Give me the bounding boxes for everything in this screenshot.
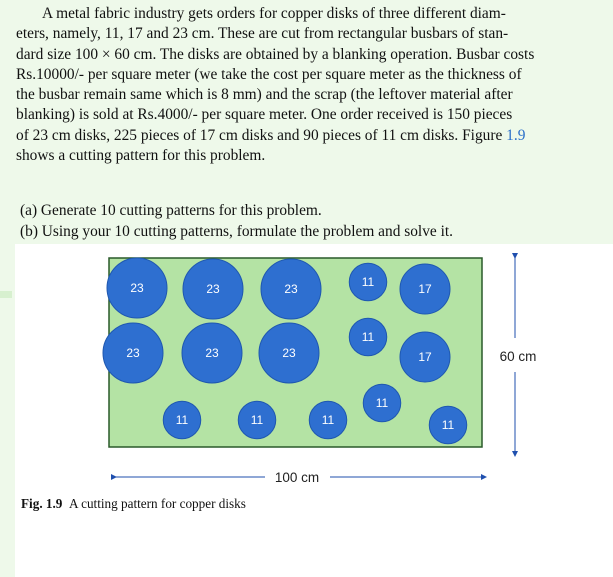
disk-23cm <box>107 258 167 318</box>
disk-23cm <box>182 323 242 383</box>
disk-label: 23 <box>130 281 144 295</box>
disk-17cm <box>400 332 450 382</box>
disk-label: 23 <box>282 346 296 360</box>
disk-11cm <box>349 318 387 356</box>
disk-23cm <box>261 259 321 319</box>
disk-label: 23 <box>206 282 220 296</box>
problem-line: dard size 100 × 60 cm. The disks are obtained by a blanking operation. Busbar costs <box>16 45 535 63</box>
caption-label: Fig. 1.9 <box>21 496 63 511</box>
disk-label: 11 <box>361 275 375 289</box>
disk-11cm <box>309 401 347 439</box>
problem-line: A metal fabric industry gets orders for copper disks of three different diam- <box>42 5 506 22</box>
disk-17cm <box>400 264 450 314</box>
figure-reference-link[interactable]: 1.9 <box>506 126 526 144</box>
problem-line: Rs.10000/- per square meter (we take the cost per square meter as the thickness of <box>16 65 522 83</box>
width-label: 100 cm <box>274 470 320 485</box>
disk-label: 17 <box>418 282 432 296</box>
disk-11cm <box>349 263 387 301</box>
disk-label: 23 <box>284 282 298 296</box>
disk-23cm <box>183 259 243 319</box>
disk-label: 11 <box>361 330 375 344</box>
disk-11cm <box>238 401 276 439</box>
problem-line: eters, namely, 11, 17 and 23 cm. These are cut from rectangular busbars of stan- <box>16 25 509 43</box>
disk-label: 23 <box>126 346 140 360</box>
disk-label: 11 <box>250 413 264 427</box>
disk-label: 11 <box>441 418 455 432</box>
caption-text: A cutting pattern for copper disks <box>69 496 246 511</box>
disk-label: 11 <box>321 413 335 427</box>
part-a: (a) Generate 10 cutting patterns for this problem. <box>20 202 322 219</box>
part-b: (b) Using your 10 cutting patterns, formulate the problem and solve it. <box>20 222 453 240</box>
disk-label: 17 <box>418 350 432 364</box>
disk-label: 11 <box>375 396 389 410</box>
disk-11cm <box>429 406 467 444</box>
problem-line: shows a cutting pattern for this problem. <box>16 147 266 165</box>
disk-23cm <box>259 323 319 383</box>
problem-line-text: of 23 cm disks, 225 pieces of 17 cm disks and 90 pieces of 11 cm disks. Figure <box>16 126 507 144</box>
disk-23cm <box>103 323 163 383</box>
disk-11cm <box>163 401 201 439</box>
disk-11cm <box>363 384 401 422</box>
disk-label: 11 <box>175 413 189 427</box>
disk-label: 23 <box>205 346 219 360</box>
height-label: 60 cm <box>499 349 537 364</box>
problem-line: blanking) is sold at Rs.4000/- per square meter. One order received is 150 pieces <box>16 106 513 124</box>
problem-line: the busbar remain same which is 8 mm) and the scrap (the leftover material after <box>16 86 513 104</box>
figure-caption <box>21 496 246 512</box>
